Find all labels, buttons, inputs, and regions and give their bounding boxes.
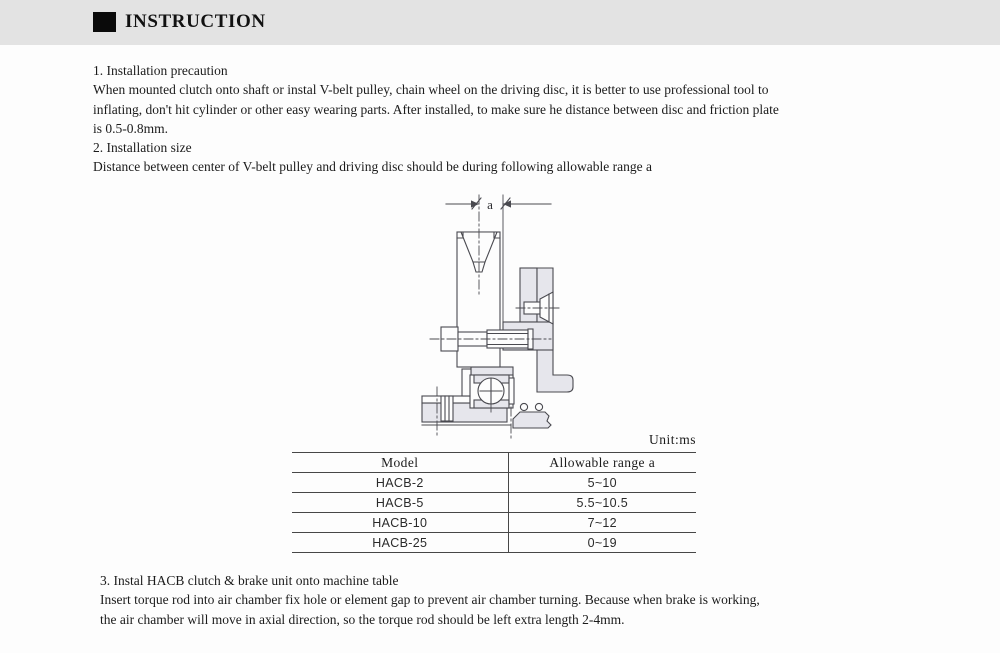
- model-cell: HACB-10: [292, 513, 508, 533]
- table-row: [292, 533, 696, 553]
- unit-label: Unit:ms: [648, 432, 696, 447]
- black-square-icon: [93, 12, 116, 32]
- section-1-heading: 1. Installation precaution: [93, 63, 228, 78]
- table-header-row: [292, 453, 696, 473]
- header-bar: [0, 0, 1000, 45]
- table-row: [292, 513, 696, 533]
- section-1-line: inflating, don't hit cylinder or other easy wearing parts. After installed, to make sure he distance between disc and friction plate: [93, 101, 779, 117]
- table-row: [292, 473, 696, 493]
- page-title: [93, 11, 266, 33]
- column-header-model: Model: [292, 453, 508, 473]
- section-2-line: Distance between center of V-belt pulley and driving disc should be during following allowable range a: [93, 159, 652, 175]
- installation-diagram: [410, 185, 670, 443]
- page-title-text: INSTRUCTION: [125, 11, 266, 32]
- install-on-table-text: [100, 571, 760, 629]
- section-1-line: is 0.5-0.8mm.: [93, 120, 169, 136]
- allowable-range-table: [292, 452, 696, 553]
- range-cell: 5~10: [508, 473, 696, 493]
- section-1-line: When mounted clutch onto shaft or instal V-belt pulley, chain wheel on the driving disc, it is better to use professional tool to: [93, 82, 769, 98]
- table-row: [292, 493, 696, 513]
- installation-text: [93, 61, 779, 177]
- model-cell: HACB-25: [292, 533, 508, 553]
- model-cell: HACB-2: [292, 473, 508, 493]
- section-3-line: the air chamber will move in axial direction, so the torque rod should be left extra length 2-4mm.: [100, 611, 625, 627]
- section-2-heading: 2. Installation size: [93, 140, 192, 156]
- range-cell: 0~19: [508, 533, 696, 553]
- section-3-line: Insert torque rod into air chamber fix hole or element gap to prevent air chamber turning. Because when brake is working,: [100, 592, 760, 608]
- column-header-allowable-range: Allowable range a: [508, 453, 696, 473]
- range-cell: 5.5~10.5: [508, 493, 696, 513]
- dimension-a-label: a: [487, 197, 493, 212]
- model-cell: HACB-5: [292, 493, 508, 513]
- section-3-heading: 3. Instal HACB clutch & brake unit onto machine table: [100, 573, 399, 588]
- range-cell: 7~12: [508, 513, 696, 533]
- clutch-cross-section-drawing: [410, 185, 670, 443]
